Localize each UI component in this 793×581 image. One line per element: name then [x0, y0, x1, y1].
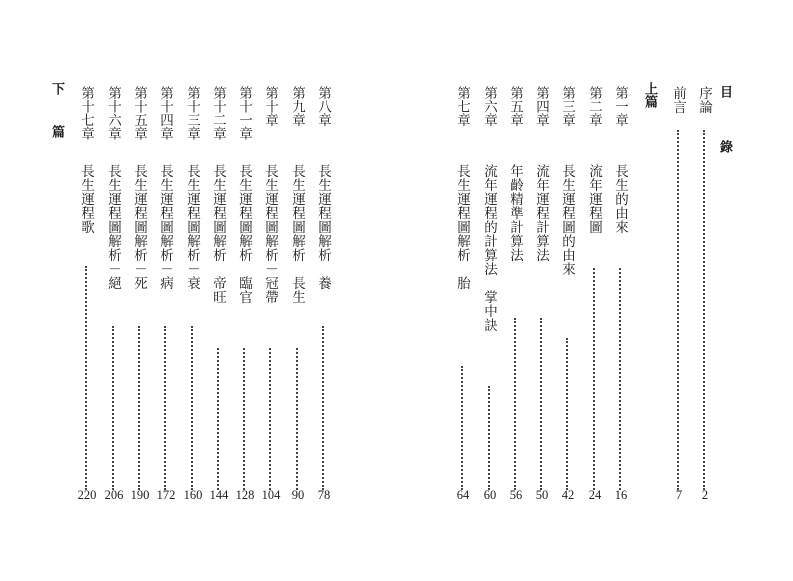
page-number: 90	[291, 488, 305, 502]
chapter-number: 第十一章	[236, 86, 252, 140]
dot-leader	[112, 326, 114, 490]
chapter-number: 第十七章	[78, 86, 94, 140]
toc-entry-chapter-6[interactable]	[479, 86, 499, 498]
toc-entry-chapter-12[interactable]	[208, 86, 228, 498]
chapter-number: 第三章	[559, 86, 575, 127]
chapter-number: 第四章	[533, 86, 549, 127]
dot-leader	[217, 348, 219, 490]
dot-leader	[566, 338, 568, 490]
chapter-title: 長生運程圖解析－病	[157, 164, 173, 290]
toc-entry-preface[interactable]	[694, 86, 714, 498]
page-number: 60	[483, 488, 497, 502]
chapter-title: 長生運程圖解析－冠帶	[262, 164, 278, 304]
chapter-number: 第九章	[289, 86, 305, 127]
chapter-number: 第十五章	[131, 86, 147, 140]
chapter-title: 長生運程歌	[78, 164, 94, 234]
chapter-title: 長生運程圖解析－衰	[184, 164, 200, 290]
chapter-number: 第二章	[586, 86, 602, 127]
chapter-title: 長生運程圖解析 胎	[454, 164, 470, 290]
toc-heading: 目錄	[717, 85, 732, 195]
page-number: 172	[156, 488, 176, 502]
toc-entry-chapter-7[interactable]	[452, 86, 472, 498]
chapter-title: 長生運程圖解析 養	[315, 164, 331, 290]
page-number: 7	[675, 488, 683, 502]
chapter-title: 長生的由來	[612, 164, 628, 234]
toc-entry-chapter-2[interactable]	[584, 86, 604, 498]
dot-leader	[540, 318, 542, 490]
dot-leader	[269, 348, 271, 490]
chapter-title: 流年運程的計算法 掌中訣	[481, 164, 497, 332]
chapter-number: 第十二章	[210, 86, 226, 140]
chapter-title: 流年運程計算法	[533, 164, 549, 262]
page-number: 144	[209, 488, 229, 502]
dot-leader	[296, 348, 298, 490]
page-number: 50	[535, 488, 549, 502]
page-number: 104	[261, 488, 281, 502]
toc-entry-chapter-14[interactable]	[155, 86, 175, 498]
page-number: 160	[183, 488, 203, 502]
toc-entry-chapter-1[interactable]	[610, 86, 630, 498]
toc-entry-chapter-11[interactable]	[234, 86, 254, 498]
dot-leader	[677, 130, 679, 490]
dot-leader	[322, 326, 324, 490]
chapter-number: 第十章	[262, 86, 278, 127]
chapter-title: 長生運程圖解析－死	[131, 164, 147, 290]
toc-entry-chapter-5[interactable]	[505, 86, 525, 498]
toc-entry-chapter-9[interactable]	[287, 86, 307, 498]
chapter-title: 年齡精準計算法	[507, 164, 523, 262]
chapter-number: 第八章	[315, 86, 331, 127]
dot-leader	[191, 326, 193, 490]
chapter-title: 流年運程圖	[586, 164, 602, 234]
page-number: 42	[561, 488, 575, 502]
chapter-number: 第十四章	[157, 86, 173, 140]
toc-entry-chapter-8[interactable]	[313, 86, 333, 498]
chapter-title: 長生運程圖的由來	[559, 164, 575, 276]
toc-entry-foreword[interactable]	[668, 86, 688, 498]
page-number: 206	[104, 488, 124, 502]
toc-entry-chapter-15[interactable]	[129, 86, 149, 498]
page-number: 24	[588, 488, 602, 502]
toc-entry-chapter-3[interactable]	[557, 86, 577, 498]
toc-entry-chapter-17[interactable]	[76, 86, 96, 498]
dot-leader	[488, 386, 490, 490]
page-number: 56	[509, 488, 523, 502]
section-label-upper: 上篇	[642, 82, 657, 108]
section-label-lower: 下篇	[49, 82, 64, 168]
chapter-number: 第十三章	[184, 86, 200, 140]
entry-title: 序論	[696, 86, 712, 114]
chapter-number: 第七章	[454, 86, 470, 127]
chapter-title: 長生運程圖解析 臨官	[236, 164, 252, 304]
dot-leader	[514, 318, 516, 490]
dot-leader	[703, 130, 705, 490]
chapter-title: 長生運程圖解析 長生	[289, 164, 305, 304]
page-number: 128	[235, 488, 255, 502]
chapter-number: 第五章	[507, 86, 523, 127]
page-number: 220	[77, 488, 97, 502]
dot-leader	[138, 326, 140, 490]
toc-entry-chapter-16[interactable]	[103, 86, 123, 498]
page-number: 190	[130, 488, 150, 502]
toc-entry-chapter-10[interactable]	[260, 86, 280, 498]
chapter-number: 第十六章	[105, 86, 121, 140]
dot-leader	[593, 268, 595, 490]
toc-entry-chapter-13[interactable]	[182, 86, 202, 498]
page-number: 64	[456, 488, 470, 502]
entry-title: 前言	[670, 86, 686, 114]
page-number: 2	[701, 488, 709, 502]
dot-leader	[85, 266, 87, 490]
page-number: 78	[317, 488, 331, 502]
page-number: 16	[614, 488, 628, 502]
toc-entry-chapter-4[interactable]	[531, 86, 551, 498]
dot-leader	[461, 366, 463, 490]
dot-leader	[243, 348, 245, 490]
dot-leader	[164, 326, 166, 490]
chapter-number: 第一章	[612, 86, 628, 127]
chapter-number: 第六章	[481, 86, 497, 127]
chapter-title: 長生運程圖解析 帝旺	[210, 164, 226, 304]
dot-leader	[619, 268, 621, 490]
chapter-title: 長生運程圖解析－絕	[105, 164, 121, 290]
